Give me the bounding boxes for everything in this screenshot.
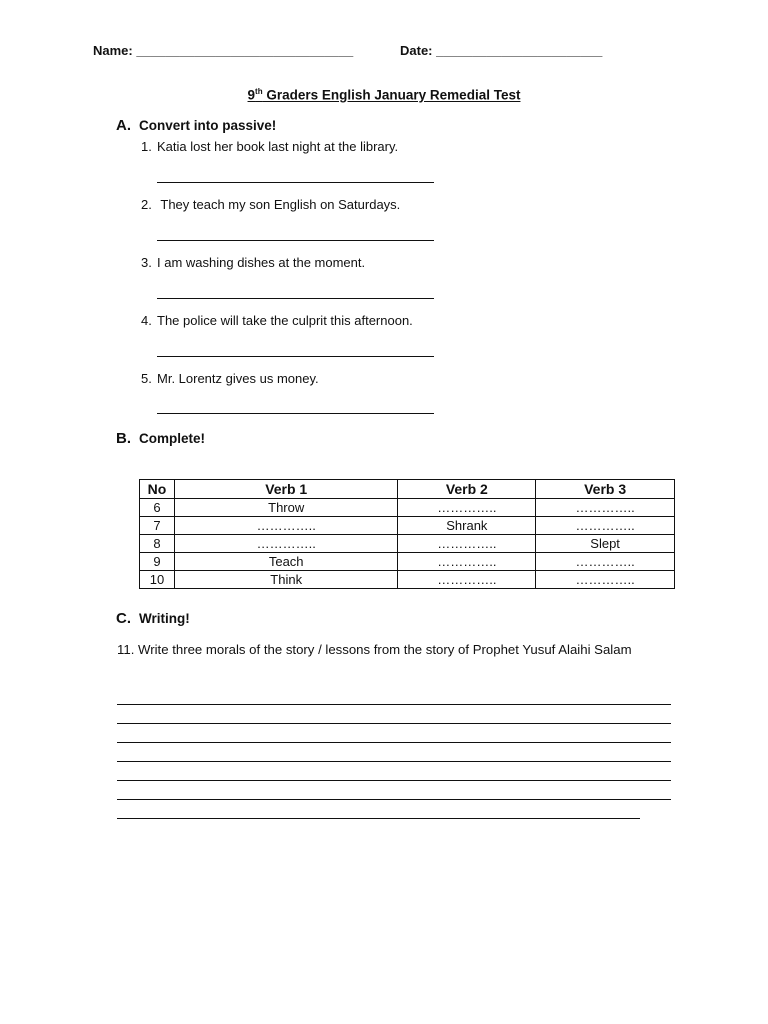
table-row (140, 553, 675, 571)
answer-line-4[interactable] (157, 356, 434, 357)
question-5-text: Mr. Lorentz gives us money. (157, 371, 319, 386)
writing-line-5[interactable] (117, 780, 671, 781)
answer-line-2[interactable] (157, 240, 434, 241)
question-3-text: I am washing dishes at the moment. (157, 255, 366, 270)
verb2-cell[interactable]: ………….. (398, 571, 536, 589)
writing-line-1[interactable] (117, 704, 671, 705)
writing-line-3[interactable] (117, 742, 671, 743)
verb1-cell: Think (174, 571, 398, 589)
verb1-cell[interactable]: ………….. (174, 535, 398, 553)
title-number: 9 (247, 87, 256, 103)
row-number: 6 (140, 499, 175, 517)
row-number: 10 (140, 571, 175, 589)
table-row (140, 517, 675, 535)
verb3-cell[interactable]: ………….. (536, 571, 675, 589)
question-5-number: 5. (141, 371, 152, 386)
verb1-cell: Teach (174, 553, 398, 571)
question-3-number: 3. (141, 255, 152, 270)
section-c-title: Writing! (139, 611, 190, 626)
writing-line-4[interactable] (117, 761, 671, 762)
name-field[interactable]: Name: ______________________________ (93, 43, 354, 58)
section-a-title: Convert into passive! (139, 118, 277, 133)
question-2-text: They teach my son English on Saturdays. (157, 197, 401, 212)
section-c-letter: C. (116, 610, 131, 627)
question-1-text: Katia lost her book last night at the library. (157, 139, 399, 154)
date-field[interactable]: Date: _______________________ (400, 43, 603, 58)
writing-prompt: 11. Write three morals of the story / lessons from the story of Prophet Yusuf Alaihi Salam (117, 642, 632, 657)
question-4-number: 4. (141, 313, 152, 328)
question-2-number: 2. (141, 197, 152, 212)
table-row (140, 535, 675, 553)
answer-line-5[interactable] (157, 413, 434, 414)
question-1-number: 1. (141, 139, 152, 154)
answer-line-1[interactable] (157, 182, 434, 183)
row-number: 9 (140, 553, 175, 571)
verb-table (139, 479, 675, 589)
writing-line-2[interactable] (117, 723, 671, 724)
column-header-verb1: Verb 1 (174, 480, 398, 499)
title-superscript: th (255, 87, 263, 96)
verb1-cell[interactable]: ………….. (174, 517, 398, 535)
verb3-cell[interactable]: ………….. (536, 517, 675, 535)
verb2-cell: Shrank (398, 517, 536, 535)
section-b-letter: B. (116, 430, 131, 447)
column-header-verb2: Verb 2 (398, 480, 536, 499)
answer-line-3[interactable] (157, 298, 434, 299)
row-number: 7 (140, 517, 175, 535)
table-header-row (140, 480, 675, 499)
page-title (0, 87, 768, 103)
verb1-cell: Throw (174, 499, 398, 517)
verb2-cell[interactable]: ………….. (398, 499, 536, 517)
section-a-letter: A. (116, 117, 131, 134)
verb3-cell: Slept (536, 535, 675, 553)
verb3-cell[interactable]: ………….. (536, 553, 675, 571)
verb2-cell[interactable]: ………….. (398, 535, 536, 553)
writing-line-7[interactable] (117, 818, 640, 819)
row-number: 8 (140, 535, 175, 553)
column-header-no: No (140, 480, 175, 499)
title-text: Graders English January Remedial Test (262, 87, 521, 103)
question-4-text: The police will take the culprit this afternoon. (157, 313, 413, 328)
verb3-cell[interactable]: ………….. (536, 499, 675, 517)
table-row (140, 571, 675, 589)
writing-line-6[interactable] (117, 799, 671, 800)
column-header-verb3: Verb 3 (536, 480, 675, 499)
table-row (140, 499, 675, 517)
verb2-cell[interactable]: ………….. (398, 553, 536, 571)
section-b-title: Complete! (139, 431, 206, 446)
